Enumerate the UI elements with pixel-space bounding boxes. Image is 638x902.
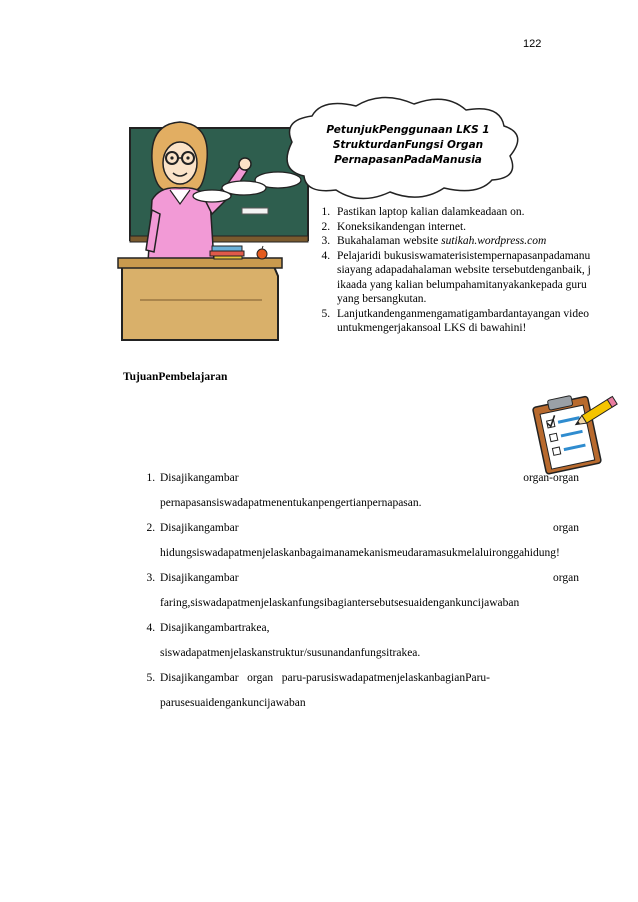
objective-item: 3. Disajikangambar organ faring,siswadapatmenjelaskanfungsibagiantersebutsesuaidengankuncijawaban — [158, 566, 579, 616]
page-number: 122 — [523, 38, 542, 50]
objective-item: 1. Disajikangambar organ-organ pernapasansiswadapatmenentukanpengertianpernapasan. — [158, 466, 579, 516]
callout-title — [318, 123, 498, 168]
objective-item: 4. Disajikangambartrakea, siswadapatmenjelaskanstruktur/susunandanfungsitrakea. — [158, 616, 579, 666]
objectives-list — [138, 466, 579, 716]
objectives-heading: TujuanPembelajaran — [123, 371, 228, 383]
instruction-item: 1. Pastikan laptop kalian dalamkeadaan on. — [333, 205, 591, 220]
instruction-item: 3. Bukahalaman website sutikah.wordpress.com — [333, 234, 591, 249]
callout-title-line: StrukturdanFungsi Organ — [332, 139, 484, 151]
desk — [122, 262, 278, 340]
callout-title-line: PernapasanPadaManusia — [334, 154, 482, 166]
clipboard-icon — [522, 380, 622, 476]
instruction-item: 5. Lanjutkandenganmengamatigambardantayangan video untukmengerjakansoal LKS di bawahini! — [333, 307, 591, 336]
website-link[interactable]: sutikah.wordpress.com — [441, 235, 547, 247]
instruction-item: 2. Koneksikandengan internet. — [333, 220, 591, 235]
instruction-item: 4. Pelajaridi bukusiswamaterisistempernapasanpadamanusiayang adapadahalaman website tersebutdenganbaik, jikaada yang kalian belumpahamitanyakankepada guru yang bersangkutan. — [333, 249, 591, 307]
objective-item: 5. Disajikangambar organ paru-parusiswadapatmenjelaskanbagianParu- parusesuaidengankuncijawaban — [158, 666, 579, 716]
teacher-illustration — [0, 0, 638, 400]
instructions-list — [316, 205, 591, 336]
objective-item: 2. Disajikangambar organ hidungsiswadapatmenjelaskanbagaimanamekanismeudaramasukmelaluironggahidung! — [158, 516, 579, 566]
callout-title-line: PetunjukPenggunaan LKS 1 — [326, 124, 490, 136]
